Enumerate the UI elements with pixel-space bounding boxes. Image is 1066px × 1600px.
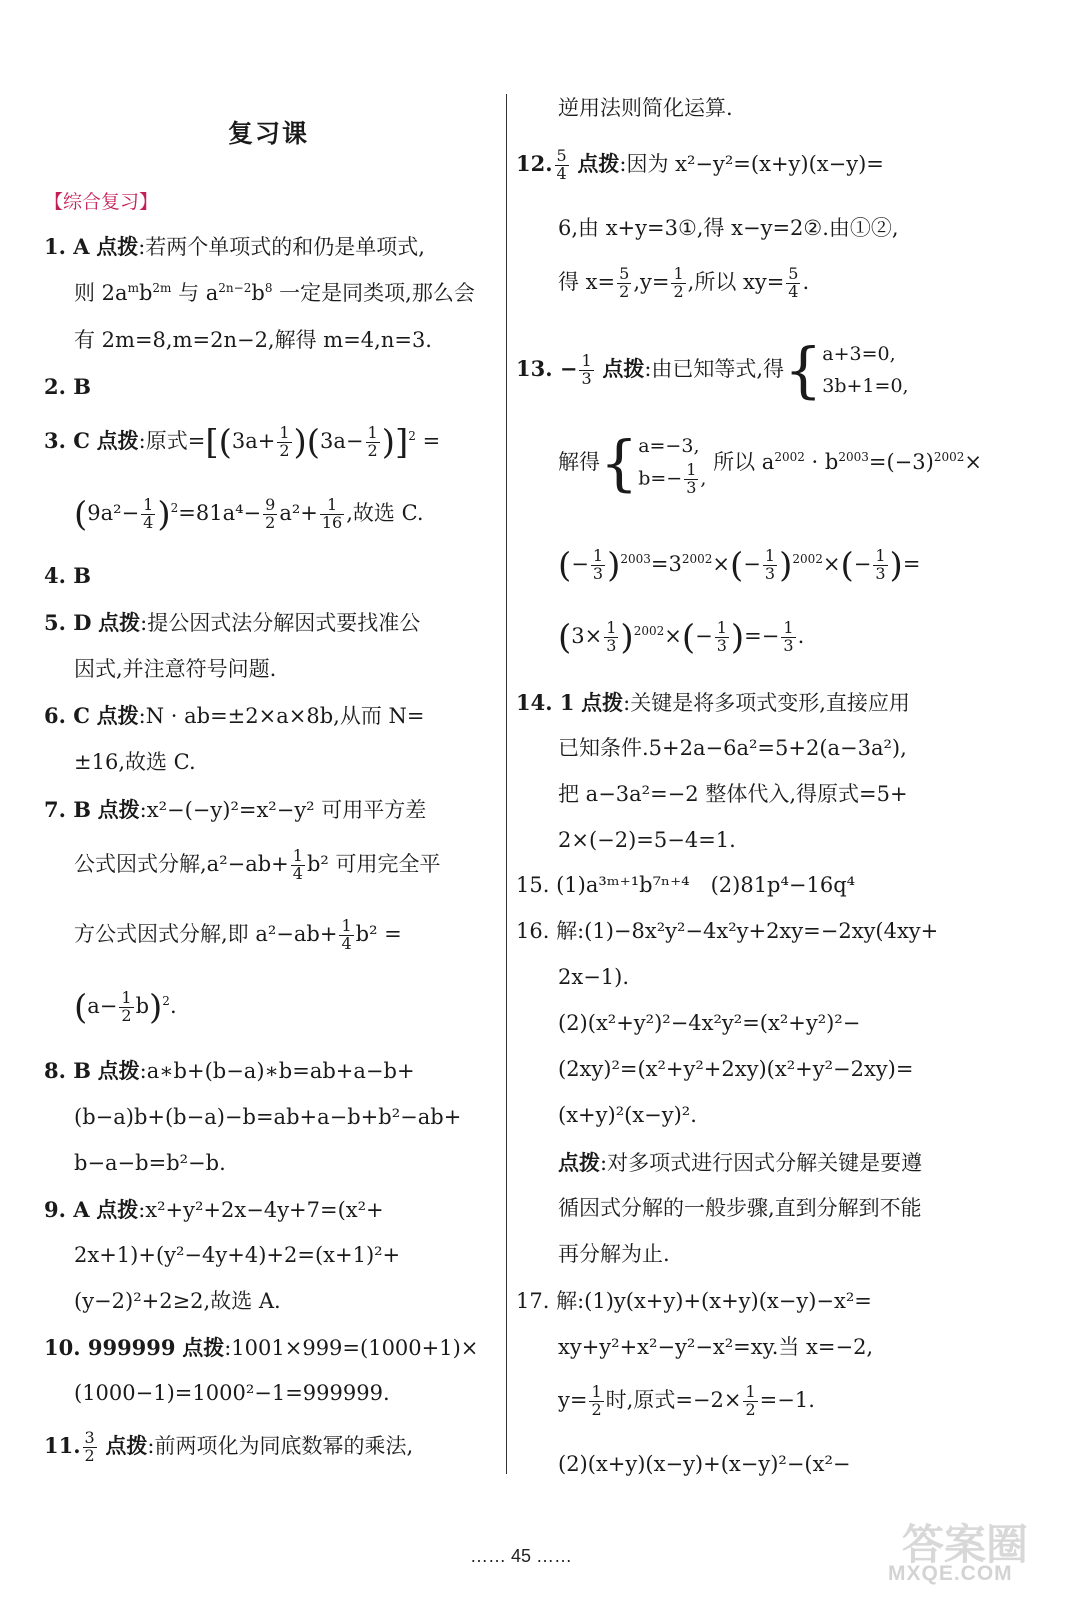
- watermark-url: MXQE.COM: [888, 1562, 1013, 1585]
- answer-3-line2: (9a²− $\frac{1}{4}$ )$^2$=81a⁴− $\frac{9}{2}$ a²+ $\frac{1}{16}$ ,故选 C.: [74, 494, 424, 535]
- answer-14-line4: 2×(−2)=5−4=1.: [558, 828, 736, 852]
- answer-1-line3: 有 2m=8,m=2n−2,解得 m=4,n=3.: [74, 328, 432, 352]
- answer-8: 8. B 点拨:a∗b+(b−a)∗b=ab+a−b+: [44, 1058, 415, 1083]
- page-title: 复习课: [228, 119, 310, 148]
- page-number: …… 45 ……: [470, 1546, 573, 1566]
- answer-3: 3. C 点拨:原式=[(3a+ $\frac{1}{2}$ )(3a− $\frac{1}{2}$ )]$^2$ =: [44, 422, 441, 463]
- answer-14: 14. 1 点拨:关键是将多项式变形,直接应用: [516, 690, 910, 715]
- answer-6: 6. C 点拨:N · ab=±2×a×8b,从而 N=: [44, 703, 425, 728]
- answer-16: 16. 解:(1)−8x²y²−4x²y+2xy=−2xy(4xy+: [516, 919, 939, 943]
- answer-7: 7. B 点拨:x²−(−y)²=x²−y² 可用平方差: [44, 797, 427, 822]
- answer-13-line2: 解得{a=−3, b=− $\frac{1}{3}$ , 所以 $a^{2002} \cdot b^{2003}=(-3)^{2002}\times$: [558, 428, 982, 499]
- answer-17-line3: y= $\frac{1}{2}$ 时,原式=−2× $\frac{1}{2}$ =−1.: [558, 1382, 815, 1419]
- answer-16-tip: 点拨:对多项式进行因式分解关键是要遵: [558, 1150, 923, 1175]
- answer-16-line2: 2x−1).: [558, 965, 630, 989]
- answer-7-line2: 公式因式分解,a²−ab+ $\frac{1}{4}$ b² 可用完全平: [74, 846, 441, 883]
- answer-8-line3: b−a−b=b²−b.: [74, 1151, 226, 1175]
- answer-16-tip3: 再分解为止.: [558, 1242, 670, 1266]
- answer-13-line4: (3× $\frac{1}{3}$ )$^{2002}$×(− $\frac{1}{3}$ )=− $\frac{1}{3}$ .: [558, 617, 805, 658]
- answer-17: 17. 解:(1)y(x+y)+(x+y)(x−y)−x²=: [516, 1289, 872, 1313]
- answer-11: 11. $\frac{3}{2}$ 点拨:前两项化为同底数幂的乘法,: [44, 1428, 414, 1465]
- section-label: 【综合复习】: [44, 191, 159, 213]
- answer-13-line3: (− $\frac{1}{3}$ )$^{2003}=3^{2002}\times(-$ $\frac{1}{3}$ )$^{2002}$×(− $\frac{1}{3}$ )=: [558, 545, 921, 586]
- answer-1-line2: 则 $2a^mb^{2m}$ 与 $a^{2n-2}b^8$ 一定是同类项,那么会: [74, 281, 475, 305]
- answer-12-line2: 6,由 x+y=3①,得 x−y=2②.由①②,: [558, 216, 899, 240]
- answer-16-tip2: 循因式分解的一般步骤,直到分解到不能: [558, 1196, 922, 1220]
- answer-16-line5: (x+y)²(x−y)².: [558, 1103, 697, 1127]
- watermark-logo-text: 答案圈: [902, 1520, 1029, 1569]
- answer-16-line4: (2xy)²=(x²+y²+2xy)(x²+y²−2xy)=: [558, 1057, 914, 1081]
- answer-9-line2: 2x+1)+(y²−4y+4)+2=(x+1)²+: [74, 1243, 401, 1267]
- answer-15: 15. (1)a³ᵐ⁺¹b⁷ⁿ⁺⁴ (2)81p⁴−16q⁴: [516, 873, 856, 897]
- answer-11-cont: 逆用法则简化运算.: [558, 96, 733, 120]
- answer-9: 9. A 点拨:x²+y²+2x−4y+7=(x²+: [44, 1197, 384, 1222]
- answer-14-line2: 已知条件.5+2a−6a²=5+2(a−3a²),: [558, 736, 907, 760]
- answer-7-line3: 方公式因式分解,即 a²−ab+ $\frac{1}{4}$ b² =: [74, 916, 402, 953]
- answer-12: 12. $\frac{5}{4}$ 点拨:因为 x²−y²=(x+y)(x−y)=: [516, 146, 884, 183]
- answer-7-line4: (a− $\frac{1}{2}$ b)$^2$.: [74, 987, 177, 1028]
- answer-12-line3: 得 x= $\frac{5}{2}$ ,y= $\frac{1}{2}$ ,所以 xy= $\frac{5}{4}$ .: [558, 264, 810, 301]
- watermark-logo: [888, 1512, 1038, 1590]
- answer-16-line3: (2)(x²+y²)²−4x²y²=(x²+y²)²−: [558, 1011, 861, 1035]
- answer-14-line3: 把 a−3a²=−2 整体代入,得原式=5+: [558, 782, 908, 806]
- answer-13: 13. − $\frac{1}{3}$ 点拨:由已知等式,得{a+3=0, 3b+1=0,: [516, 335, 909, 406]
- answer-6-line2: ±16,故选 C.: [74, 750, 196, 774]
- answer-2: 2. B: [44, 374, 91, 399]
- answer-8-line2: (b−a)b+(b−a)−b=ab+a−b+b²−ab+: [74, 1105, 462, 1129]
- answer-5-line2: 因式,并注意符号问题.: [74, 657, 277, 681]
- answer-9-line3: (y−2)²+2≥2,故选 A.: [74, 1289, 281, 1313]
- answer-17-line4: (2)(x+y)(x−y)+(x−y)²−(x²−: [558, 1452, 851, 1476]
- answer-1: 1. A 点拨:若两个单项式的和仍是单项式,: [44, 234, 425, 259]
- column-divider: [506, 94, 507, 1474]
- answer-17-line2: xy+y²+x²−y²−x²=xy.当 x=−2,: [558, 1335, 874, 1359]
- answer-10-line2: (1000−1)=1000²−1=999999.: [74, 1381, 390, 1405]
- answer-4: 4. B: [44, 563, 91, 588]
- answer-5: 5. D 点拨:提公因式法分解因式要找准公: [44, 610, 421, 635]
- answer-10: 10. 999999 点拨:1001×999=(1000+1)×: [44, 1335, 479, 1360]
